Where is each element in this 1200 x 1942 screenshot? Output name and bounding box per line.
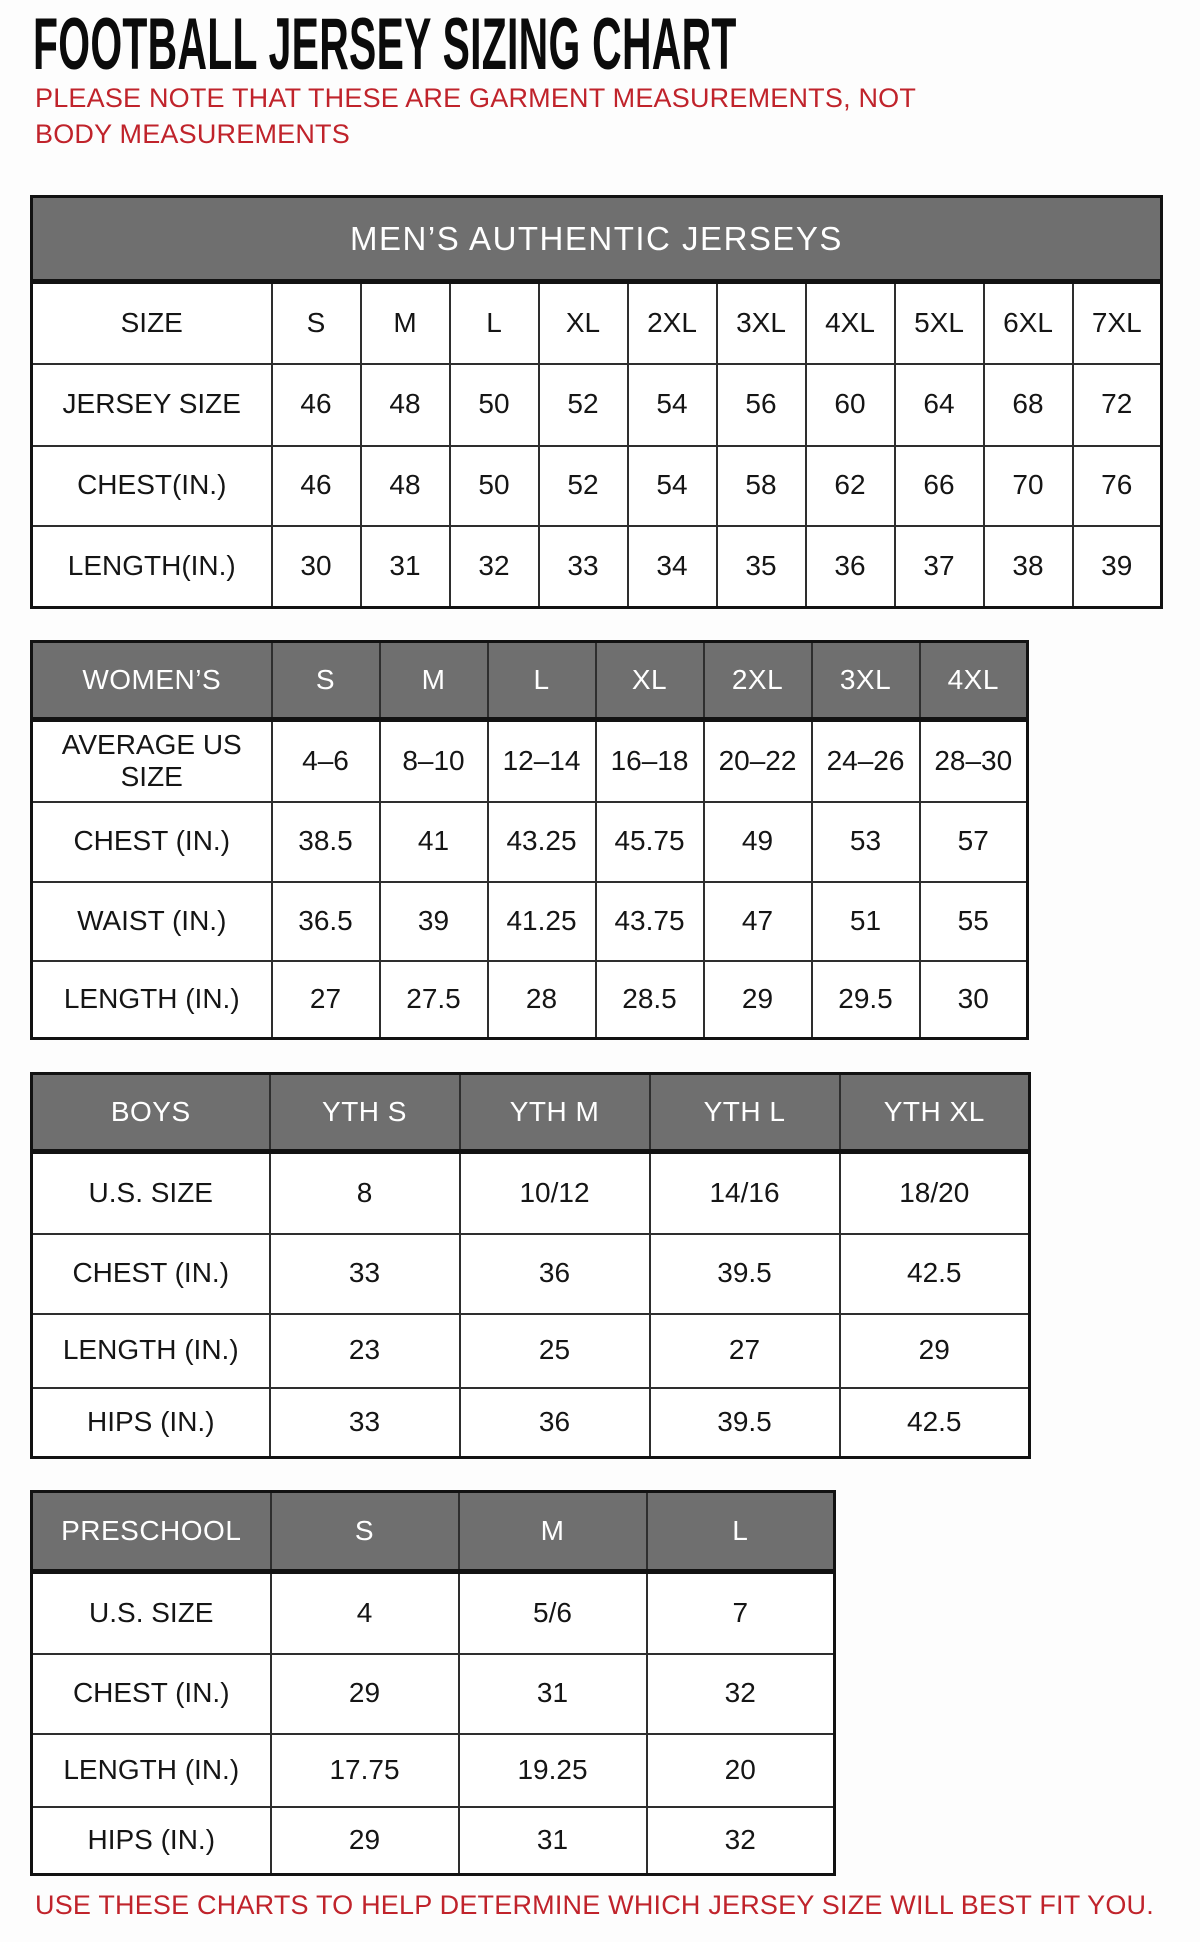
value-cell: 5/6 bbox=[459, 1572, 647, 1654]
value-cell: 31 bbox=[459, 1807, 647, 1875]
value-cell: 49 bbox=[704, 802, 812, 882]
value-cell: 29 bbox=[704, 961, 812, 1039]
column-header-cell: 2XL bbox=[628, 282, 717, 364]
table-row bbox=[32, 1388, 1030, 1458]
value-cell: 38 bbox=[984, 526, 1073, 608]
value-cell: 46 bbox=[272, 364, 361, 446]
value-cell: 24–26 bbox=[812, 720, 920, 802]
value-cell: 8–10 bbox=[380, 720, 488, 802]
table-row bbox=[32, 1572, 835, 1654]
column-header-cell: 3XL bbox=[717, 282, 806, 364]
value-cell: 50 bbox=[450, 446, 539, 526]
value-cell: 56 bbox=[717, 364, 806, 446]
row-label-cell: HIPS (IN.) bbox=[32, 1807, 271, 1875]
column-header-cell: M bbox=[361, 282, 450, 364]
value-cell: 36 bbox=[806, 526, 895, 608]
value-cell: 30 bbox=[272, 526, 361, 608]
value-cell: 55 bbox=[920, 882, 1028, 961]
value-cell: 4 bbox=[271, 1572, 459, 1654]
value-cell: 50 bbox=[450, 364, 539, 446]
row-label-cell: CHEST (IN.) bbox=[32, 1234, 270, 1314]
row-label-cell: CHEST (IN.) bbox=[32, 802, 272, 882]
column-header-cell: XL bbox=[596, 642, 704, 720]
value-cell: 51 bbox=[812, 882, 920, 961]
table-row bbox=[32, 1807, 835, 1875]
value-cell: 32 bbox=[647, 1807, 835, 1875]
value-cell: 7 bbox=[647, 1572, 835, 1654]
value-cell: 70 bbox=[984, 446, 1073, 526]
value-cell: 10/12 bbox=[460, 1152, 650, 1234]
value-cell: 54 bbox=[628, 364, 717, 446]
column-header-cell: 3XL bbox=[812, 642, 920, 720]
value-cell: 76 bbox=[1073, 446, 1162, 526]
value-cell: 45.75 bbox=[596, 802, 704, 882]
value-cell: 46 bbox=[272, 446, 361, 526]
column-header-cell: SIZE bbox=[32, 282, 272, 364]
table-banner-row bbox=[32, 197, 1162, 282]
row-label-cell: HIPS (IN.) bbox=[32, 1388, 270, 1458]
value-cell: 28.5 bbox=[596, 961, 704, 1039]
boys-banner: BOYS bbox=[32, 1074, 270, 1152]
value-cell: 25 bbox=[460, 1314, 650, 1388]
value-cell: 14/16 bbox=[650, 1152, 840, 1234]
value-cell: 27 bbox=[650, 1314, 840, 1388]
value-cell: 62 bbox=[806, 446, 895, 526]
value-cell: 38.5 bbox=[272, 802, 380, 882]
table-row bbox=[32, 1654, 835, 1734]
row-label-cell: LENGTH (IN.) bbox=[32, 1734, 271, 1807]
mens-banner: MEN’S AUTHENTIC JERSEYS bbox=[32, 197, 1162, 282]
value-cell: 42.5 bbox=[840, 1234, 1030, 1314]
value-cell: 53 bbox=[812, 802, 920, 882]
column-header-cell: S bbox=[272, 282, 361, 364]
column-header-cell: M bbox=[459, 1492, 647, 1572]
value-cell: 16–18 bbox=[596, 720, 704, 802]
table-row bbox=[32, 1734, 835, 1807]
table-header-row bbox=[32, 1492, 835, 1572]
table-header-row bbox=[32, 282, 1162, 364]
value-cell: 34 bbox=[628, 526, 717, 608]
column-header-cell: 5XL bbox=[895, 282, 984, 364]
column-header-cell: L bbox=[488, 642, 596, 720]
value-cell: 37 bbox=[895, 526, 984, 608]
value-cell: 12–14 bbox=[488, 720, 596, 802]
footer-note: USE THESE CHARTS TO HELP DETERMINE WHICH JERSEY SIZE WILL BEST FIT YOU. bbox=[35, 1890, 1154, 1920]
value-cell: 29 bbox=[271, 1807, 459, 1875]
value-cell: 18/20 bbox=[840, 1152, 1030, 1234]
row-label-cell: LENGTH (IN.) bbox=[32, 1314, 270, 1388]
table-row bbox=[32, 1234, 1030, 1314]
table-row bbox=[32, 882, 1028, 961]
value-cell: 66 bbox=[895, 446, 984, 526]
boys-table bbox=[30, 1072, 1031, 1459]
value-cell: 29.5 bbox=[812, 961, 920, 1039]
value-cell: 36.5 bbox=[272, 882, 380, 961]
value-cell: 43.25 bbox=[488, 802, 596, 882]
value-cell: 54 bbox=[628, 446, 717, 526]
womens-banner: WOMEN’S bbox=[32, 642, 272, 720]
column-header-cell: L bbox=[450, 282, 539, 364]
value-cell: 36 bbox=[460, 1234, 650, 1314]
value-cell: 58 bbox=[717, 446, 806, 526]
row-label-cell: WAIST (IN.) bbox=[32, 882, 272, 961]
value-cell: 31 bbox=[459, 1654, 647, 1734]
table-row bbox=[32, 802, 1028, 882]
value-cell: 19.25 bbox=[459, 1734, 647, 1807]
column-header-cell: M bbox=[380, 642, 488, 720]
column-header-cell: 7XL bbox=[1073, 282, 1162, 364]
value-cell: 31 bbox=[361, 526, 450, 608]
mens-table bbox=[30, 195, 1163, 609]
column-header-cell: 4XL bbox=[806, 282, 895, 364]
table-row bbox=[32, 364, 1162, 446]
value-cell: 32 bbox=[647, 1654, 835, 1734]
column-header-cell: L bbox=[647, 1492, 835, 1572]
value-cell: 27.5 bbox=[380, 961, 488, 1039]
value-cell: 60 bbox=[806, 364, 895, 446]
value-cell: 68 bbox=[984, 364, 1073, 446]
value-cell: 29 bbox=[840, 1314, 1030, 1388]
value-cell: 17.75 bbox=[271, 1734, 459, 1807]
value-cell: 36 bbox=[460, 1388, 650, 1458]
value-cell: 39 bbox=[1073, 526, 1162, 608]
row-label-cell: CHEST(IN.) bbox=[32, 446, 272, 526]
value-cell: 33 bbox=[539, 526, 628, 608]
value-cell: 39.5 bbox=[650, 1388, 840, 1458]
value-cell: 20–22 bbox=[704, 720, 812, 802]
value-cell: 41 bbox=[380, 802, 488, 882]
row-label-cell: LENGTH (IN.) bbox=[32, 961, 272, 1039]
row-label-cell: LENGTH(IN.) bbox=[32, 526, 272, 608]
row-label-cell: U.S. SIZE bbox=[32, 1572, 271, 1654]
womens-table bbox=[30, 640, 1029, 1040]
table-row bbox=[32, 526, 1162, 608]
row-label-cell: U.S. SIZE bbox=[32, 1152, 270, 1234]
preschool-banner: PRESCHOOL bbox=[32, 1492, 271, 1572]
value-cell: 52 bbox=[539, 446, 628, 526]
table-row bbox=[32, 1152, 1030, 1234]
value-cell: 35 bbox=[717, 526, 806, 608]
column-header-cell: YTH XL bbox=[840, 1074, 1030, 1152]
value-cell: 27 bbox=[272, 961, 380, 1039]
table-row bbox=[32, 961, 1028, 1039]
value-cell: 48 bbox=[361, 364, 450, 446]
row-label-cell: JERSEY SIZE bbox=[32, 364, 272, 446]
value-cell: 47 bbox=[704, 882, 812, 961]
value-cell: 48 bbox=[361, 446, 450, 526]
column-header-cell: 6XL bbox=[984, 282, 1073, 364]
preschool-table bbox=[30, 1490, 836, 1876]
value-cell: 28 bbox=[488, 961, 596, 1039]
value-cell: 72 bbox=[1073, 364, 1162, 446]
garment-measurements-note: PLEASE NOTE THAT THESE ARE GARMENT MEASUREMENTS, NOT BODY MEASUREMENTS bbox=[35, 83, 916, 149]
column-header-cell: 4XL bbox=[920, 642, 1028, 720]
value-cell: 20 bbox=[647, 1734, 835, 1807]
column-header-cell: YTH M bbox=[460, 1074, 650, 1152]
value-cell: 23 bbox=[270, 1314, 460, 1388]
column-header-cell: S bbox=[271, 1492, 459, 1572]
value-cell: 30 bbox=[920, 961, 1028, 1039]
value-cell: 42.5 bbox=[840, 1388, 1030, 1458]
value-cell: 29 bbox=[271, 1654, 459, 1734]
row-label-cell: CHEST (IN.) bbox=[32, 1654, 271, 1734]
value-cell: 39 bbox=[380, 882, 488, 961]
table-row bbox=[32, 1314, 1030, 1388]
column-header-cell: 2XL bbox=[704, 642, 812, 720]
row-label-cell: AVERAGE US SIZE bbox=[32, 720, 272, 802]
value-cell: 43.75 bbox=[596, 882, 704, 961]
value-cell: 64 bbox=[895, 364, 984, 446]
value-cell: 57 bbox=[920, 802, 1028, 882]
value-cell: 8 bbox=[270, 1152, 460, 1234]
value-cell: 4–6 bbox=[272, 720, 380, 802]
value-cell: 28–30 bbox=[920, 720, 1028, 802]
column-header-cell: S bbox=[272, 642, 380, 720]
page-title: FOOTBALL JERSEY SIZING CHART bbox=[33, 4, 737, 85]
table-header-row bbox=[32, 1074, 1030, 1152]
value-cell: 39.5 bbox=[650, 1234, 840, 1314]
value-cell: 52 bbox=[539, 364, 628, 446]
column-header-cell: YTH S bbox=[270, 1074, 460, 1152]
table-row bbox=[32, 446, 1162, 526]
value-cell: 41.25 bbox=[488, 882, 596, 961]
table-header-row bbox=[32, 642, 1028, 720]
column-header-cell: XL bbox=[539, 282, 628, 364]
table-row bbox=[32, 720, 1028, 802]
column-header-cell: YTH L bbox=[650, 1074, 840, 1152]
value-cell: 33 bbox=[270, 1234, 460, 1314]
value-cell: 32 bbox=[450, 526, 539, 608]
value-cell: 33 bbox=[270, 1388, 460, 1458]
